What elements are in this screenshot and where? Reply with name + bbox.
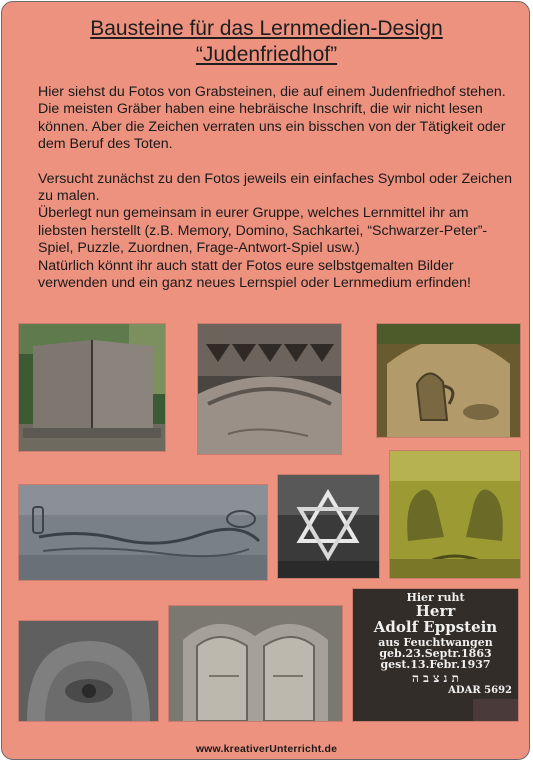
page-title	[2, 16, 530, 68]
inscription-line-4: aus Feuchtwangen	[378, 635, 493, 649]
inscription-line-7: ת נ צ ב ה	[412, 671, 459, 686]
title-line-1: Bausteine für das Lernmedien-Design	[90, 17, 443, 40]
footer-url: www.kreativerUnterricht.de	[195, 743, 338, 755]
title-line-2: “Judenfriedhof”	[195, 43, 338, 66]
task-paragraph-1: Versucht zunächst zu den Fotos jeweils ein einfaches Symbol oder Zeichen zu malen.	[38, 170, 512, 205]
intro-paragraph: Hier siehst du Fotos von Grabsteinen, die auf einem Judenfriedhof stehen. Die meisten Gräber haben eine hebräische Inschrift, die wir nicht lesen können. Aber die Zeichen verraten uns ein bisschen von der Tätigkeit oder dem Beruf des Toten.	[38, 84, 506, 153]
task-paragraph-3: Natürlich könnt ihr auch statt der Fotos eure selbstgemalten Bilder verwenden und ein ganz neues Lernspiel oder Lernmedium erfinden!	[38, 257, 472, 292]
inscription-line-2: Herr	[415, 602, 456, 621]
photo-tablets-tombstone	[168, 605, 343, 722]
photo-star-of-david-stone	[277, 474, 380, 579]
inscription-line-5: geb.23.Septr.1863	[379, 647, 492, 661]
inscription-line-3: Adolf Eppstein	[373, 617, 498, 636]
photo-inscribed-tombstone-eppstein	[352, 588, 519, 722]
photo-ornament-arch-tombstone	[197, 323, 342, 455]
inscription-line-6: gest.13.Febr.1937	[380, 658, 491, 672]
photo-eye-ornament-stone	[18, 620, 159, 722]
photo-hebrew-inscription-stone	[18, 484, 268, 581]
inscription-line-8: ADAR 5692	[448, 684, 512, 696]
task-paragraph-2: Überlegt nun gemeinsam in eurer Gruppe, welches Lernmittel ihr am liebsten herstellt (z.B. Memory, Domino, Sachkartei, “Schwarzer-Peter”-Spiel, Puzzle, Zuordnen, Frage-Antwort-Spiel usw.)	[38, 205, 488, 257]
inscription-line-1: Hier ruht	[406, 591, 465, 604]
photo-blessing-hands-stone	[389, 450, 521, 579]
photo-jug-tombstone	[376, 323, 521, 438]
instructions	[38, 84, 518, 292]
worksheet-card	[1, 1, 530, 760]
photo-open-book-tombstone	[18, 323, 166, 452]
